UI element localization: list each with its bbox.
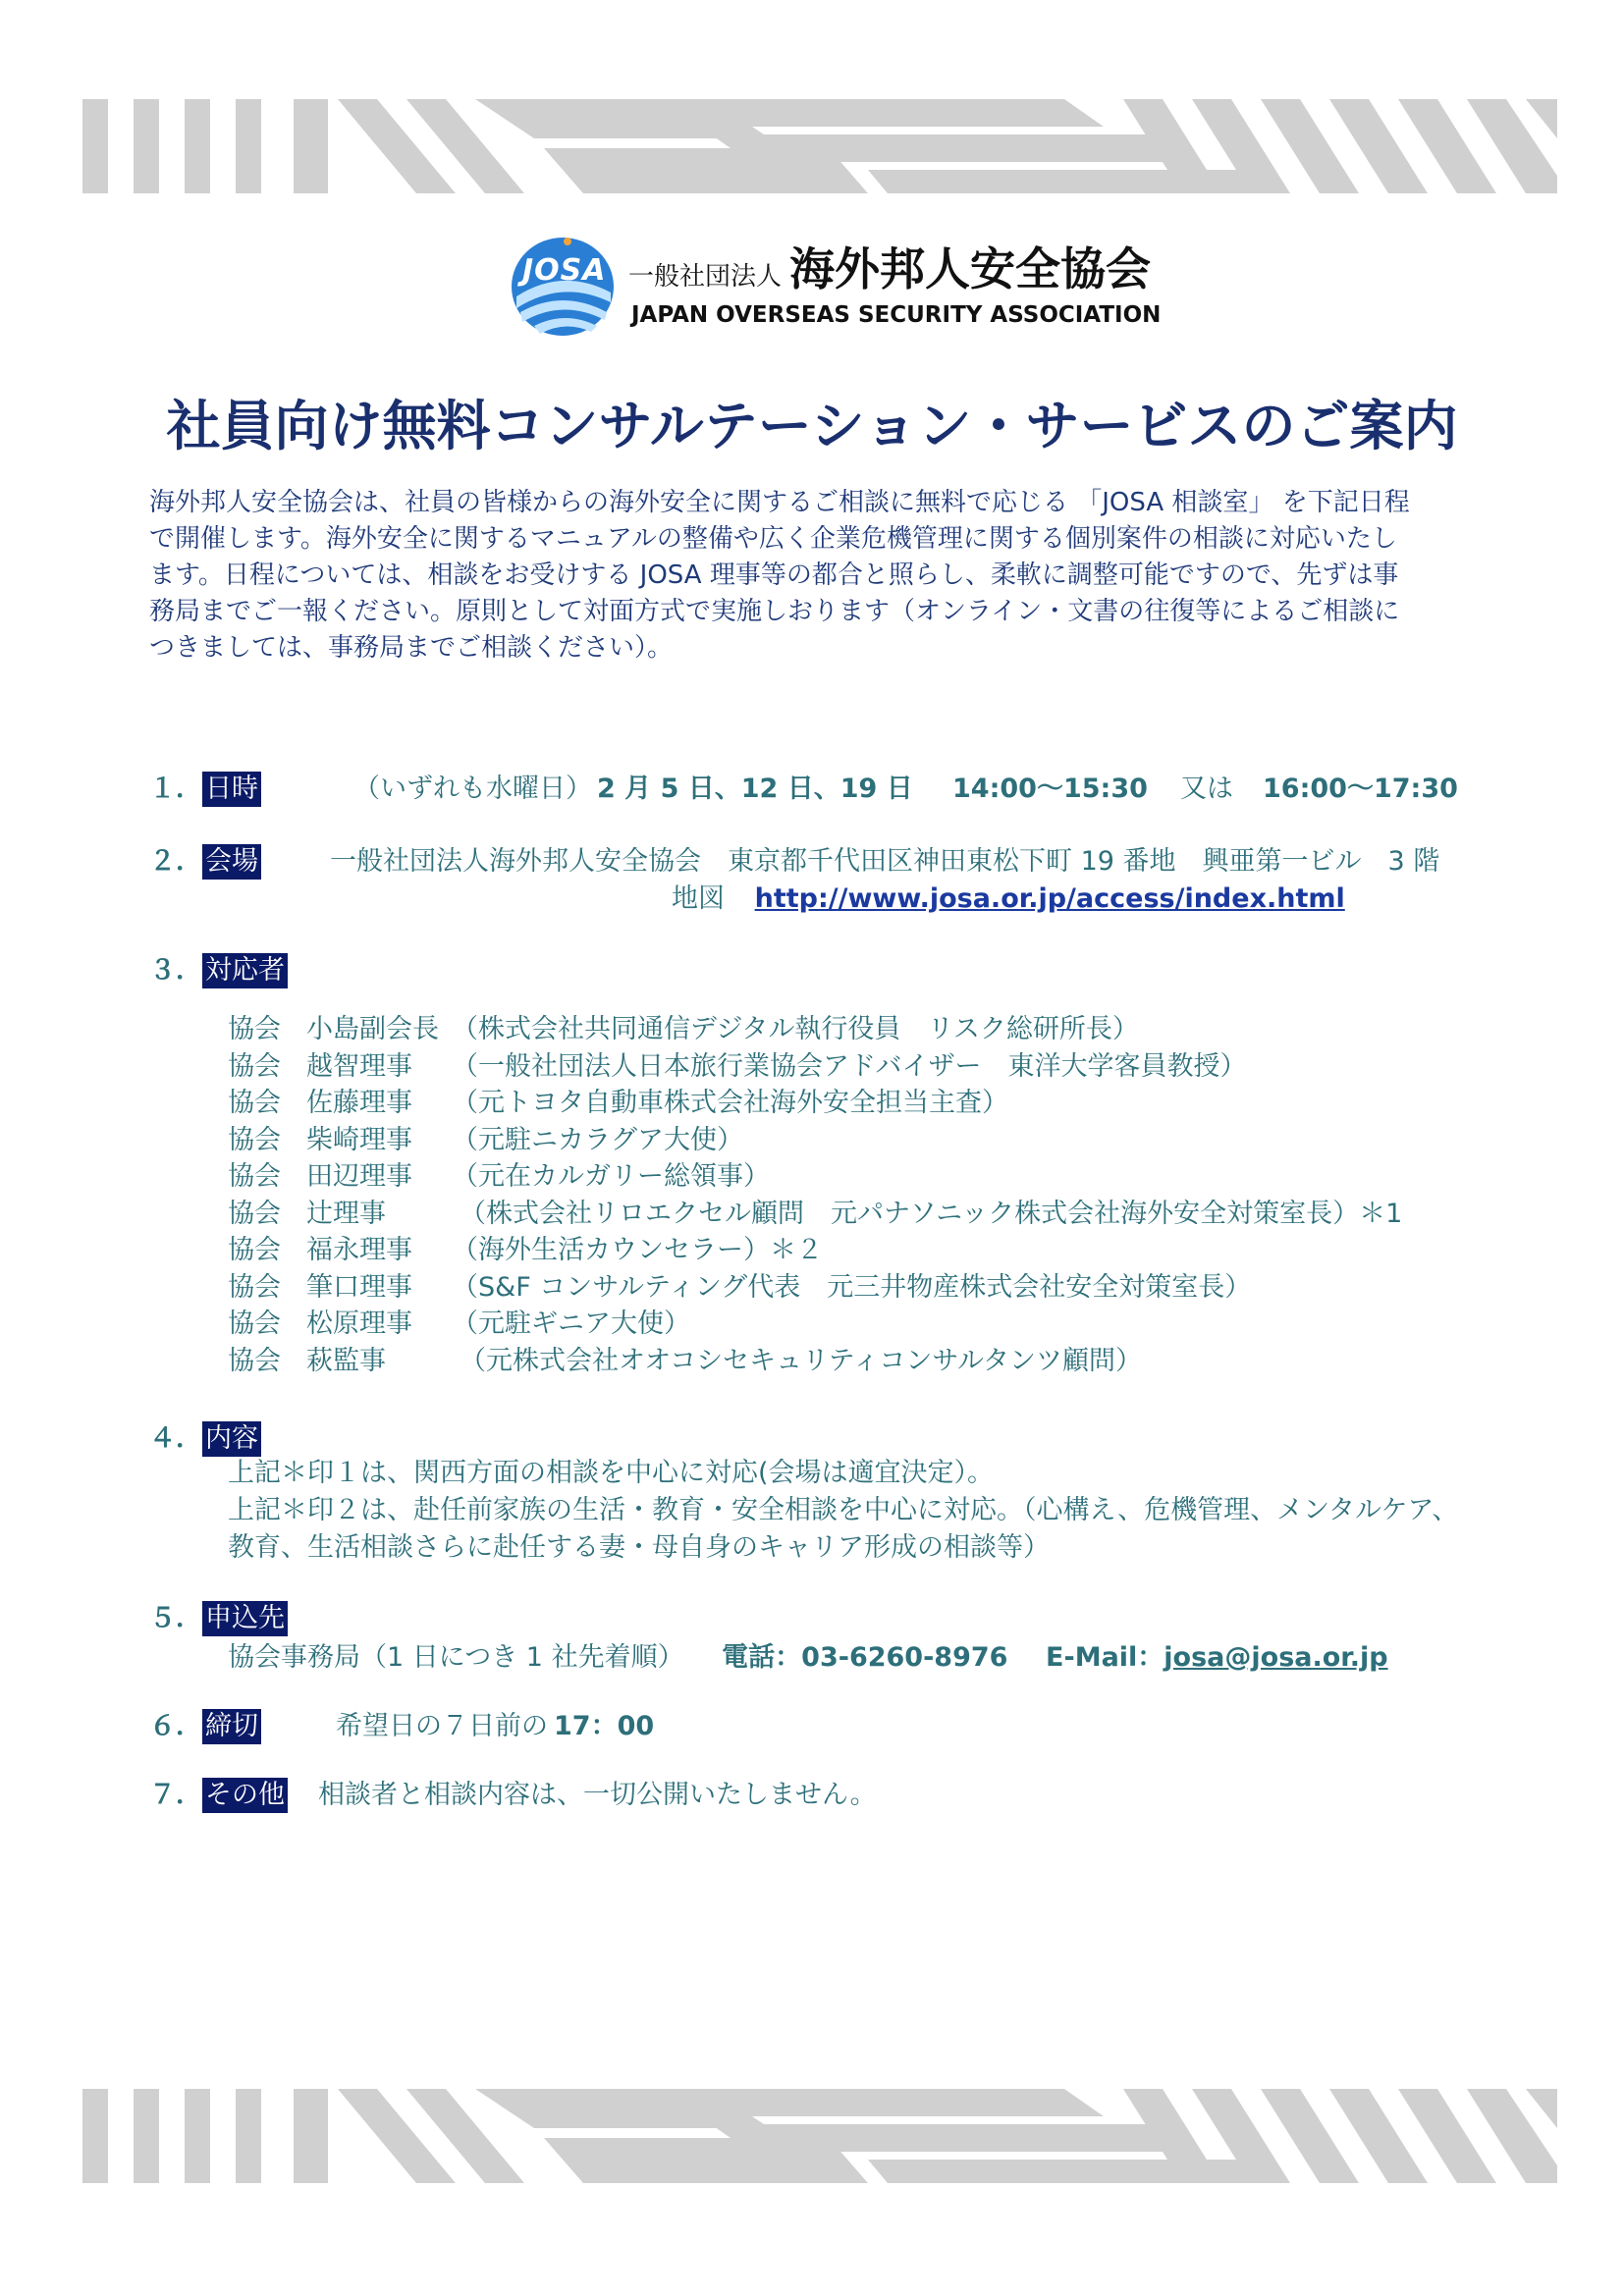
datetime-time2: 16:00～17:30 bbox=[1263, 774, 1458, 804]
datetime-dates: 2 月 5 日、12 日、19 日 bbox=[597, 774, 913, 804]
intro-line: つきましては、事務局までご相談ください）。 bbox=[149, 633, 674, 663]
section-label: 申込先 bbox=[202, 1601, 288, 1636]
logo-org-name: 海外邦人安全協会 bbox=[789, 242, 1152, 295]
content-line: 教育、生活相談さらに赴任する妻・母自身のキャリア形成の相談等） bbox=[228, 1532, 1050, 1563]
deadline-text bbox=[336, 1704, 654, 1742]
staff-name: 筆口理事 bbox=[306, 1271, 412, 1303]
map-label: 地図 bbox=[672, 883, 725, 914]
staff-name: 小島副会長 bbox=[306, 1014, 439, 1044]
content-line: 上記＊印１は、関西方面の相談を中心に対応(会場は適宜決定）。 bbox=[228, 1458, 995, 1488]
staff-desc: （元株式会社オオコシセキュリティコンサルタンツ顧問） bbox=[460, 1345, 1142, 1376]
staff-desc: （一般社団法人日本旅行業協会アドバイザー 東洋大学客員教授） bbox=[452, 1050, 1247, 1082]
staff-org: 協会 bbox=[228, 1161, 281, 1192]
content-lines bbox=[228, 1455, 1534, 1567]
section-label: 日時 bbox=[202, 772, 261, 807]
staff-name: 田辺理事 bbox=[306, 1161, 412, 1192]
logo-org-type: 一般社団法人 bbox=[628, 262, 783, 292]
staff-org: 協会 bbox=[228, 1014, 281, 1044]
staff-desc: （S&F コンサルティング代表 元三井物産株式会社安全対策室長） bbox=[452, 1271, 1252, 1303]
content-line: 上記＊印２は、赴任前家族の生活・教育・安全相談を中心に対応。（心構え、危機管理、メンタルケア、 bbox=[228, 1495, 1459, 1525]
datetime-or: 又は bbox=[1180, 774, 1233, 804]
staff-desc: （株式会社リロエクセル顧問 元パナソニック株式会社海外安全対策室長）＊1 bbox=[460, 1198, 1403, 1229]
staff-org: 協会 bbox=[228, 1198, 281, 1229]
intro-line: 務局までご一報ください。原則として対面方式で実施しおります（オンライン・文書の往復等によるご相談に bbox=[149, 597, 1400, 626]
josa-logo bbox=[509, 228, 1162, 344]
page-title: 社員向け無料コンサルテーション・サービスのご案内 bbox=[166, 395, 1458, 457]
logo-org-name-en: JAPAN OVERSEAS SECURITY ASSOCIATION bbox=[631, 302, 1162, 328]
section-label: その他 bbox=[202, 1778, 288, 1813]
staff-desc: （元駐ニカラグア大使） bbox=[452, 1124, 743, 1155]
logo-org-line bbox=[628, 234, 1151, 298]
section-number: ２． bbox=[149, 846, 202, 877]
section-application bbox=[149, 1596, 1524, 1636]
section-number: １． bbox=[149, 774, 202, 804]
section-number: ４． bbox=[149, 1423, 202, 1454]
staff-org: 協会 bbox=[228, 1308, 281, 1339]
staff-name: 柴崎理事 bbox=[306, 1124, 412, 1155]
application-email-link[interactable]: josa@josa.or.jp bbox=[1164, 1642, 1388, 1673]
section-number: ７． bbox=[149, 1780, 202, 1810]
staff-desc: （元トヨタ自動車株式会社海外安全担当主査） bbox=[452, 1088, 1008, 1118]
bottom-decorative-banner bbox=[82, 2089, 1557, 2183]
datetime-weekday: （いずれも水曜日） bbox=[353, 774, 592, 804]
section-label: 会場 bbox=[202, 844, 261, 880]
staff-desc: （海外生活カウンセラー）＊２ bbox=[452, 1235, 823, 1265]
other-text: 相談者と相談内容は、一切公開いたしません。 bbox=[318, 1780, 877, 1810]
section-number: ５． bbox=[149, 1603, 202, 1633]
staff-desc: （株式会社共同通信デジタル執行役員 リスク総研所長） bbox=[452, 1014, 1139, 1044]
top-decorative-banner bbox=[82, 99, 1557, 193]
section-number: ３． bbox=[149, 955, 202, 986]
staff-desc: （元駐ギニア大使） bbox=[452, 1308, 690, 1339]
logo-mark-text: JOSA bbox=[522, 253, 607, 288]
application-contact bbox=[228, 1635, 1504, 1674]
staff-name: 松原理事 bbox=[306, 1308, 412, 1339]
section-staff bbox=[149, 948, 1524, 988]
section-datetime bbox=[149, 767, 1524, 807]
section-number: ６． bbox=[149, 1711, 202, 1741]
application-office: 協会事務局（1 日につき 1 社先着順） bbox=[228, 1642, 684, 1673]
map-link[interactable]: http://www.josa.or.jp/access/index.html bbox=[754, 883, 1345, 914]
application-phone: 電話：03-6260-8976 bbox=[722, 1642, 1008, 1673]
section-label: 締切 bbox=[202, 1709, 261, 1744]
venue-address: 一般社団法人海外邦人安全協会 東京都千代田区神田東松下町 19 番地 興亜第一ビル 3 階 bbox=[330, 846, 1440, 877]
staff-name: 辻理事 bbox=[306, 1198, 386, 1229]
staff-org: 協会 bbox=[228, 1124, 281, 1155]
staff-name: 福永理事 bbox=[306, 1235, 412, 1265]
section-label: 内容 bbox=[202, 1421, 261, 1457]
intro-paragraph bbox=[149, 485, 1485, 667]
intro-line: ます。日程については、相談をお受けする JOSA 理事等の都合と照らし、柔軟に調整可能ですので、先ずは事 bbox=[149, 561, 1399, 590]
deadline-time: 17：00 bbox=[554, 1711, 655, 1741]
datetime-time1: 14:00～15:30 bbox=[952, 774, 1148, 804]
section-other bbox=[149, 1773, 1524, 1813]
staff-name: 佐藤理事 bbox=[306, 1088, 412, 1118]
staff-desc: （元在カルガリー総領事） bbox=[452, 1161, 770, 1192]
staff-org: 協会 bbox=[228, 1050, 281, 1082]
deadline-phrase: 希望日の７日前の bbox=[336, 1711, 548, 1741]
intro-line: で開催します。海外安全に関するマニュアルの整備や広く企業危機管理に関する個別案件の相談に対応いたし bbox=[149, 524, 1397, 554]
section-venue bbox=[149, 839, 1524, 880]
staff-org: 協会 bbox=[228, 1345, 281, 1376]
staff-org: 協会 bbox=[228, 1271, 281, 1303]
section-label: 対応者 bbox=[202, 953, 288, 988]
staff-org: 協会 bbox=[228, 1088, 281, 1118]
staff-org: 協会 bbox=[228, 1235, 281, 1265]
application-email-label: E-Mail： bbox=[1046, 1642, 1164, 1673]
staff-name: 萩監事 bbox=[306, 1345, 386, 1376]
venue-map-row bbox=[672, 877, 1457, 915]
section-content bbox=[149, 1416, 1524, 1457]
intro-line: 海外邦人安全協会は、社員の皆様からの海外安全に関するご相談に無料で応じる 「JOSA 相談室」 を下記日程 bbox=[149, 488, 1410, 517]
section-deadline bbox=[149, 1704, 1524, 1744]
staff-name: 越智理事 bbox=[306, 1050, 412, 1082]
